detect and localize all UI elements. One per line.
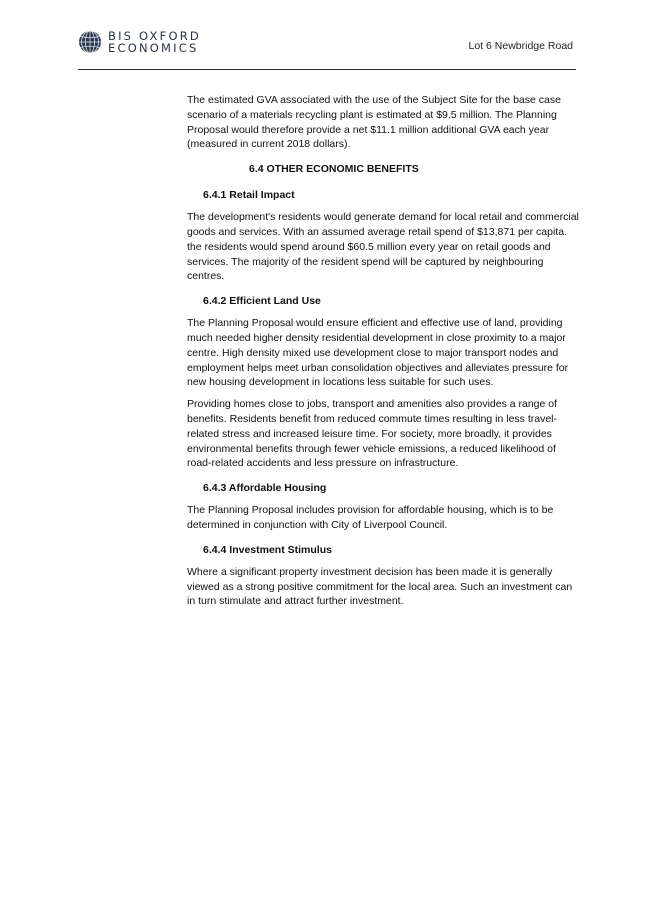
page-header bbox=[0, 0, 653, 72]
header-divider bbox=[78, 69, 576, 70]
paragraph-efficient-land-use-2: Providing homes close to jobs, transport and amenities also provides a range of benefits. Residents benefit from reduced commute times resulting in less travel-related stress and increased leisure time. For society, more broadly, it provides environmental benefits through fewer vehicle emissions, a reduced likelihood of road-related accidents and less pressure on infrastructure. bbox=[187, 398, 558, 470]
logo-line-2: ECONOMICS bbox=[108, 41, 199, 55]
subsection-heading-efficient-land-use: 6.4.2 Efficient Land Use bbox=[203, 295, 321, 308]
paragraph-affordable-housing: The Planning Proposal includes provision for affordable housing, which is to be determined in conjunction with City of Liverpool Council. bbox=[187, 504, 554, 531]
subsection-heading-retail-impact: 6.4.1 Retail Impact bbox=[203, 189, 295, 202]
intro-paragraph: The estimated GVA associated with the use of the Subject Site for the base case scenario of a materials recycling plant is estimated at $9.5 million. The Planning Proposal would therefore provide a net $11.1 million additional GVA each year (measured in current 2018 dollars). bbox=[187, 94, 561, 151]
paragraph-investment-stimulus: Where a significant property investment decision has been made it is generally viewed as a strong positive commitment for the local area. Such an investment can in turn stimulate and attract further investment. bbox=[187, 565, 573, 608]
document-title: Lot 6 Newbridge Road bbox=[468, 40, 573, 52]
logo-line-1: BIS OXFORD bbox=[108, 29, 201, 43]
paragraph-retail-impact: The development's residents would generate demand for local retail and commercial goods and services. With an assumed average retail spend of $13,871 per capita. the residents would spend around $60.5 million every year on retail goods and services. The majority of the resident spend will be captured by neighbouring centres. bbox=[187, 211, 579, 283]
subsection-heading-investment-stimulus: 6.4.4 Investment Stimulus bbox=[203, 543, 332, 556]
section-heading: 6.4 OTHER ECONOMIC BENEFITS bbox=[249, 163, 419, 176]
globe-icon bbox=[78, 30, 102, 54]
paragraph-efficient-land-use-1: The Planning Proposal would ensure efficient and effective use of land, providing much needed higher density residential development in close proximity to a major centre. High density mixed use development close to major transport nodes and employment helps meet urban consolidation objectives and alleviates pressure for new housing development in locations less suitable for such uses. bbox=[187, 317, 569, 389]
page-body bbox=[187, 93, 579, 616]
subsection-heading-affordable-housing: 6.4.3 Affordable Housing bbox=[203, 482, 327, 495]
company-logo bbox=[78, 30, 201, 54]
